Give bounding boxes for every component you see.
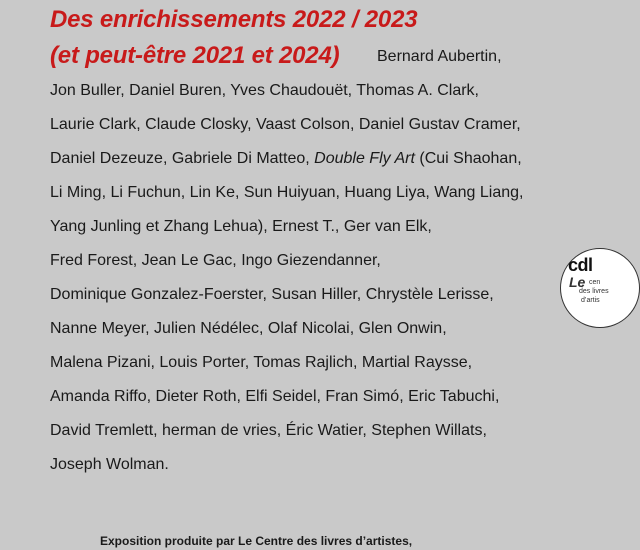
artist-line: David Tremlett, herman de vries, Éric Watier, Stephen Willats, — [50, 422, 487, 439]
italic-title: Double Fly Art — [314, 150, 415, 167]
logo-text-3: d’artis — [581, 297, 600, 304]
logo-sub: Le — [569, 274, 586, 290]
artist-line: Joseph Wolman. — [50, 456, 169, 473]
artist-line: Malena Pizani, Louis Porter, Tomas Rajlich, Martial Raysse, — [50, 354, 473, 371]
artist-line: Jon Buller, Daniel Buren, Yves Chaudouët, Thomas A. Clark, — [50, 82, 479, 99]
artist-line: Bernard Aubertin, — [377, 48, 502, 65]
cdl-logo — [560, 248, 640, 328]
artist-line: Dominique Gonzalez-Foerster, Susan Hiller, Chrystèle Lerisse, — [50, 286, 494, 303]
artist-line: Daniel Dezeuze, Gabriele Di Matteo, Double Fly Art (Cui Shaohan, — [50, 150, 522, 167]
artist-line: Fred Forest, Jean Le Gac, Ingo Giezendanner, — [50, 252, 381, 269]
artist-line: Laurie Clark, Claude Closky, Vaast Colson, Daniel Gustav Cramer, — [50, 116, 521, 133]
artist-line: Nanne Meyer, Julien Nédélec, Olaf Nicolai, Glen Onwin, — [50, 320, 447, 337]
footer-credit: Exposition produite par Le Centre des livres d’artistes, — [100, 534, 413, 548]
title-line-2: (et peut-être 2021 et 2024) — [50, 42, 340, 69]
artist-line: Li Ming, Li Fuchun, Lin Ke, Sun Huiyuan, Huang Liya, Wang Liang, — [50, 184, 524, 201]
artist-list — [50, 40, 570, 482]
logo-text-1: cen — [589, 279, 601, 286]
logo-text-2: des livres — [579, 288, 609, 295]
artist-line: Amanda Riffo, Dieter Roth, Elfi Seidel, Fran Simó, Eric Tabuchi, — [50, 388, 500, 405]
artist-line: Yang Junling et Zhang Lehua), Ernest T., Ger van Elk, — [50, 218, 432, 235]
title-line-1: Des enrichissements 2022 / 2023 — [50, 6, 418, 33]
logo-mark: cdl — [568, 255, 593, 275]
